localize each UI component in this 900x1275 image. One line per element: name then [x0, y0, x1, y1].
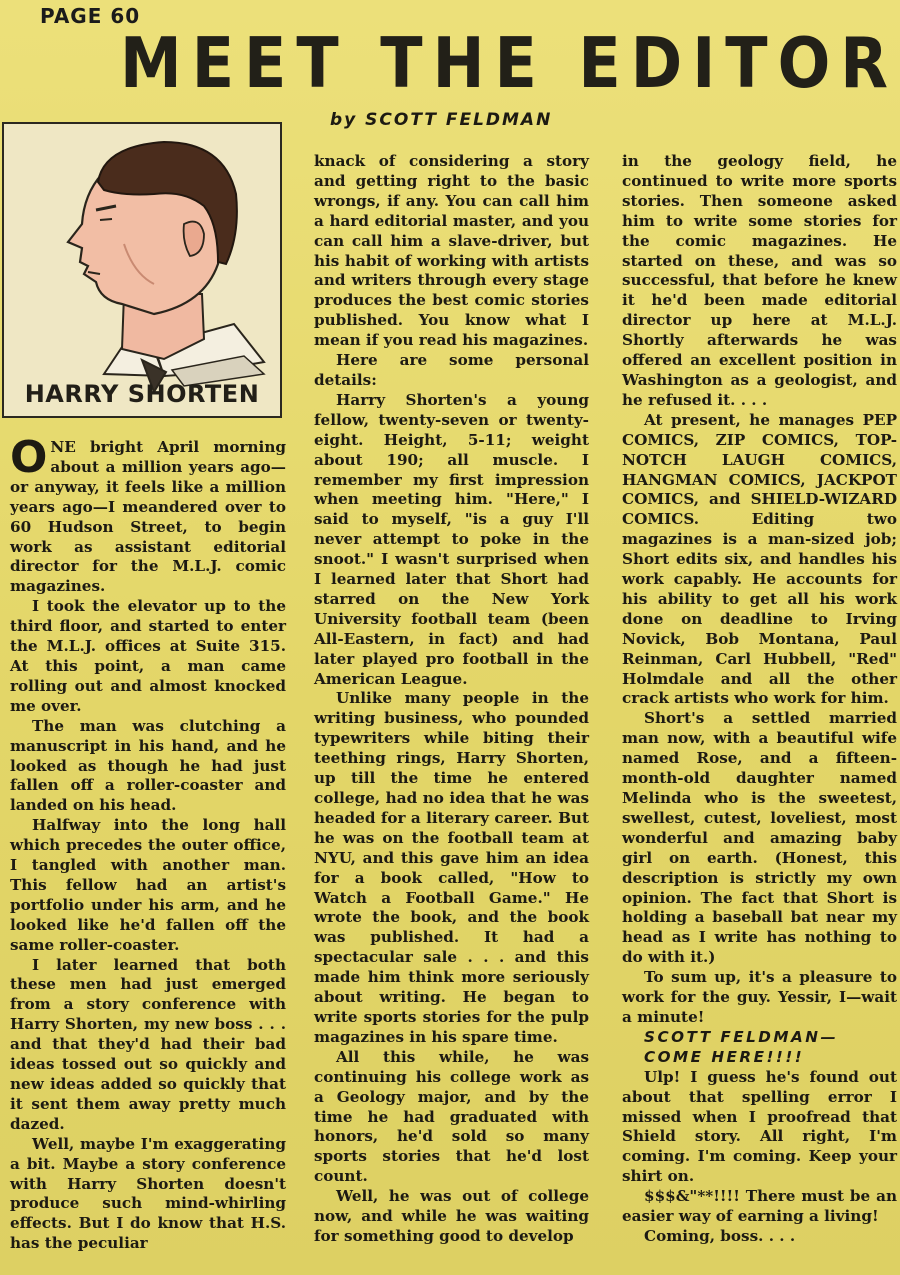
drop-cap: O: [10, 432, 48, 483]
article-paragraph: ONE bright April morning about a million years ago—or anyway, it feels like a million years ago—I meandered over to 60 Hudson Street, to begin work as assistant editorial director for the M.L.J. comic magazines.: [10, 432, 286, 596]
article-paragraph: At present, he manages PEP COMICS, ZIP COMICS, TOP-NOTCH LAUGH COMICS, HANGMAN COMICS, JACKPOT COMICS, and SHIELD-WIZARD COMICS. Editing two magazines is a man-sized job; Short edits six, and handles his work capably. He accounts for his ability to get all his work done on deadline to Irving Novick, Bob Montana, Paul Reinman, Carl Hubbell, "Red" Holmdale and all the other crack artists who work for him.: [622, 410, 897, 708]
article-paragraph: Ulp! I guess he's found out about that spelling error I missed when I proofread that Shield story. All right, I'm coming. I'm coming. Keep your shirt on.: [622, 1067, 897, 1186]
article-paragraph: SCOTT FELDMAN—COME HERE!!!!: [644, 1027, 839, 1066]
portrait-caption: HARRY SHORTEN: [24, 380, 260, 408]
article-paragraph: I later learned that both these men had just emerged from a story conference with Harry Shorten, my new boss . . . and that they'd had their bad ideas tossed out so quickly and new ideas added so quickly that it sent them away pretty much dazed.: [10, 955, 286, 1133]
portrait-illustration: [4, 124, 280, 416]
article-column-2: [314, 152, 589, 1247]
article-paragraph: Halfway into the long hall which precedes the outer office, I tangled with another man. This fellow had an artist's portfolio under his arm, and he looked like he'd fallen off the same roller-coaster.: [10, 816, 286, 954]
article-paragraph: Here are some personal details:: [314, 351, 589, 389]
page-title: MEET THE EDITOR: [120, 22, 899, 104]
article-paragraph: Unlike many people in the writing business, who pounded typewriters while biting their teething rings, Harry Shorten, up till the time he entered college, had no idea that he was headed for a literary career. But he was on the football team at NYU, and this gave him an idea for a book called, "How to Watch a Football Game." He wrote the book, and the book was published. It had a spectacular sale . . . and this made him think more seriously about writing. He began to write sports stories for the pulp magazines in his spare time.: [314, 689, 589, 1046]
article-paragraph: in the geology field, he continued to write more sports stories. Then someone asked him to write some stories for the comic magazines. He started on these, and was so successful, that before he knew it he'd been made editorial director up here at M.L.J. Shortly afterwards he was offered an excellent position in Washington as a geologist, and he refused it. . . .: [622, 152, 897, 409]
article-paragraph: Harry Shorten's a young fellow, twenty-seven or twenty-eight. Height, 5-11; weight about 190; all muscle. I remember my first impression when meeting him. "Here," I said to myself, "is a guy I'll never attempt to poke in the snoot." I wasn't surprised when I learned later that Short had starred on the New York University football team (been All-Eastern, in fact) and had later played pro football in the American League.: [314, 390, 589, 688]
article-paragraph: Coming, boss. . . .: [644, 1226, 796, 1245]
article-column-3: [622, 152, 897, 1247]
article-paragraph: Short's a settled married man now, with a beautiful wife named Rose, and a fifteen-month-old daughter named Melinda who is the sweetest, swellest, cutest, loveliest, most wonderful and amazing baby girl on earth. (Honest, this description is strictly my own opinion. The fact that Short is holding a baseball bat near my head as I write has nothing to do with it.): [622, 709, 897, 967]
article-paragraph: Well, he was out of college now, and while he was waiting for something good to develop: [314, 1187, 589, 1245]
byline: by SCOTT FELDMAN: [330, 110, 553, 130]
article-paragraph: To sum up, it's a pleasure to work for the guy. Yessir, I—wait a minute!: [622, 968, 897, 1026]
editor-portrait: [2, 122, 282, 418]
article-paragraph: Well, maybe I'm exaggerating a bit. Maybe a story conference with Harry Shorten doesn't produce such mind-whirling effects. But I do know that H.S. has the peculiar: [10, 1134, 286, 1253]
article-column-1: [10, 432, 286, 1254]
article-paragraph: knack of considering a story and getting right to the basic wrongs, if any. You can call him a hard editorial master, and you can call him a slave-driver, but his habit of working with artists and writers through every stage produces the best comic stories published. You know what I mean if you read his magazines.: [314, 152, 589, 350]
article-paragraph: I took the elevator up to the third floor, and started to enter the M.L.J. offices at Suite 315. At this point, a man came rolling out and almost knocked me over.: [10, 597, 286, 715]
article-paragraph: All this while, he was continuing his college work as a Geology major, and by the time he had graduated with honors, he'd sold so many sports stories that he'd lost count.: [314, 1047, 589, 1186]
article-paragraph: The man was clutching a manuscript in his hand, and he looked as though he had just fallen off a roller-coaster and landed on his head.: [10, 716, 286, 815]
page-number: PAGE 60: [40, 4, 141, 28]
article-paragraph: $$$&"**!!!! There must be an easier way of earning a living!: [622, 1187, 897, 1226]
